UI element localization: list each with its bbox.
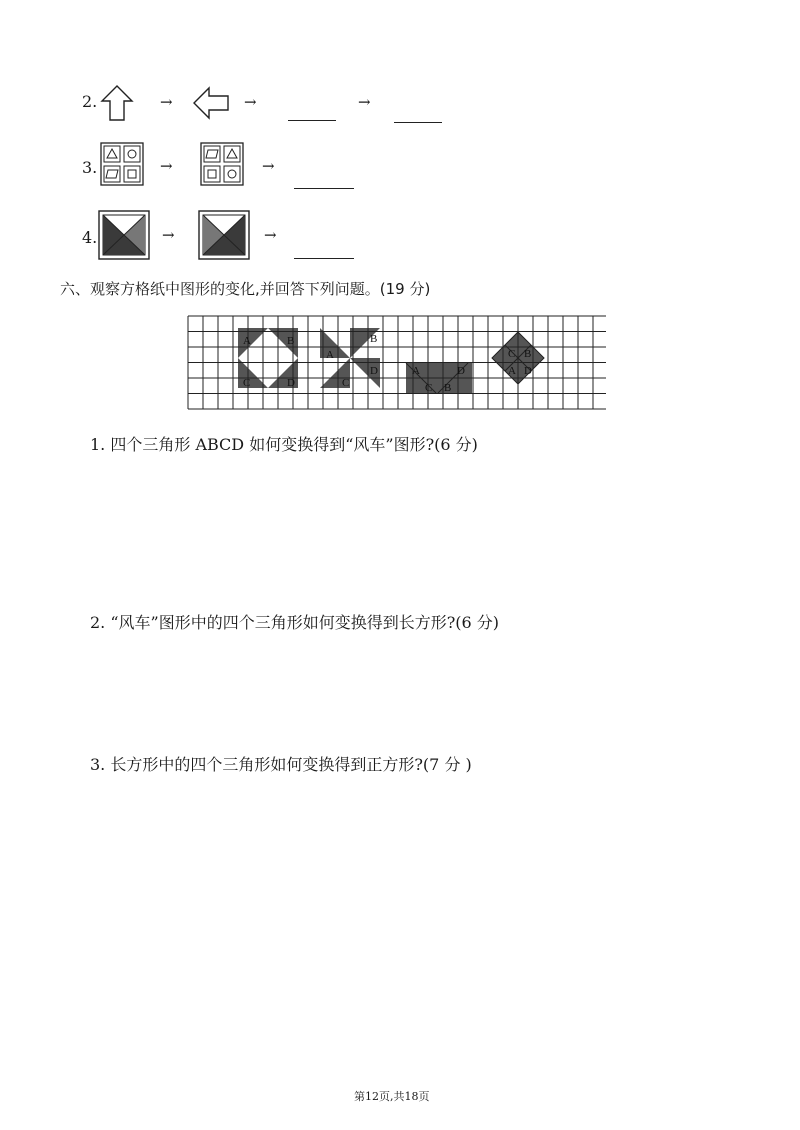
label-b: B <box>287 335 295 347</box>
arrow-icon: → <box>160 93 173 111</box>
label-d: D <box>457 365 465 377</box>
arrow-icon: → <box>244 93 257 111</box>
answer-blank[interactable] <box>288 120 336 121</box>
question-3: 3. 长方形中的四个三角形如何变换得到正方形?(7 分 ) <box>90 755 472 774</box>
label-a: A <box>508 365 516 377</box>
label-d: D <box>524 365 532 377</box>
label-d: D <box>287 377 295 389</box>
label-a: A <box>243 335 251 347</box>
shaded-triangle-square-icon <box>98 210 150 260</box>
arrow-icon: → <box>162 226 175 244</box>
shaded-shapes <box>238 328 544 393</box>
label-c: C <box>425 382 433 394</box>
label-b: B <box>370 333 378 345</box>
item-number-4: 4. <box>82 228 98 247</box>
question-1: 1. 四个三角形 ABCD 如何变换得到“风车”图形?(6 分) <box>90 435 478 454</box>
section-heading: 六、观察方格纸中图形的变化,并回答下列问题。(19 分) <box>60 280 431 298</box>
label-b: B <box>524 348 532 360</box>
four-shapes-square-icon <box>100 142 144 186</box>
question-2: 2. “风车”图形中的四个三角形如何变换得到长方形?(6 分) <box>90 613 500 632</box>
up-arrow-shape-icon <box>100 84 134 122</box>
grid-figure <box>186 314 606 414</box>
item-number-3: 3. <box>82 158 98 177</box>
label-a: A <box>412 365 420 377</box>
item-number-2: 2. <box>82 92 98 111</box>
arrow-icon: → <box>262 157 275 175</box>
rotated-shaded-triangle-square-icon <box>198 210 250 260</box>
label-c: C <box>243 377 251 389</box>
label-d: D <box>370 365 378 377</box>
rotated-four-shapes-square-icon <box>200 142 244 186</box>
answer-blank[interactable] <box>394 122 442 123</box>
label-c: C <box>508 348 516 360</box>
arrow-icon: → <box>264 226 277 244</box>
arrow-icon: → <box>358 93 371 111</box>
label-b: B <box>444 382 452 394</box>
page-footer: 第12页,共18页 <box>354 1090 430 1103</box>
answer-blank[interactable] <box>294 258 354 259</box>
arrow-icon: → <box>160 157 173 175</box>
answer-blank[interactable] <box>294 188 354 189</box>
triangle-labels <box>243 333 532 394</box>
label-a: A <box>326 349 334 361</box>
label-c: C <box>342 377 350 389</box>
left-arrow-shape-icon <box>192 86 230 120</box>
